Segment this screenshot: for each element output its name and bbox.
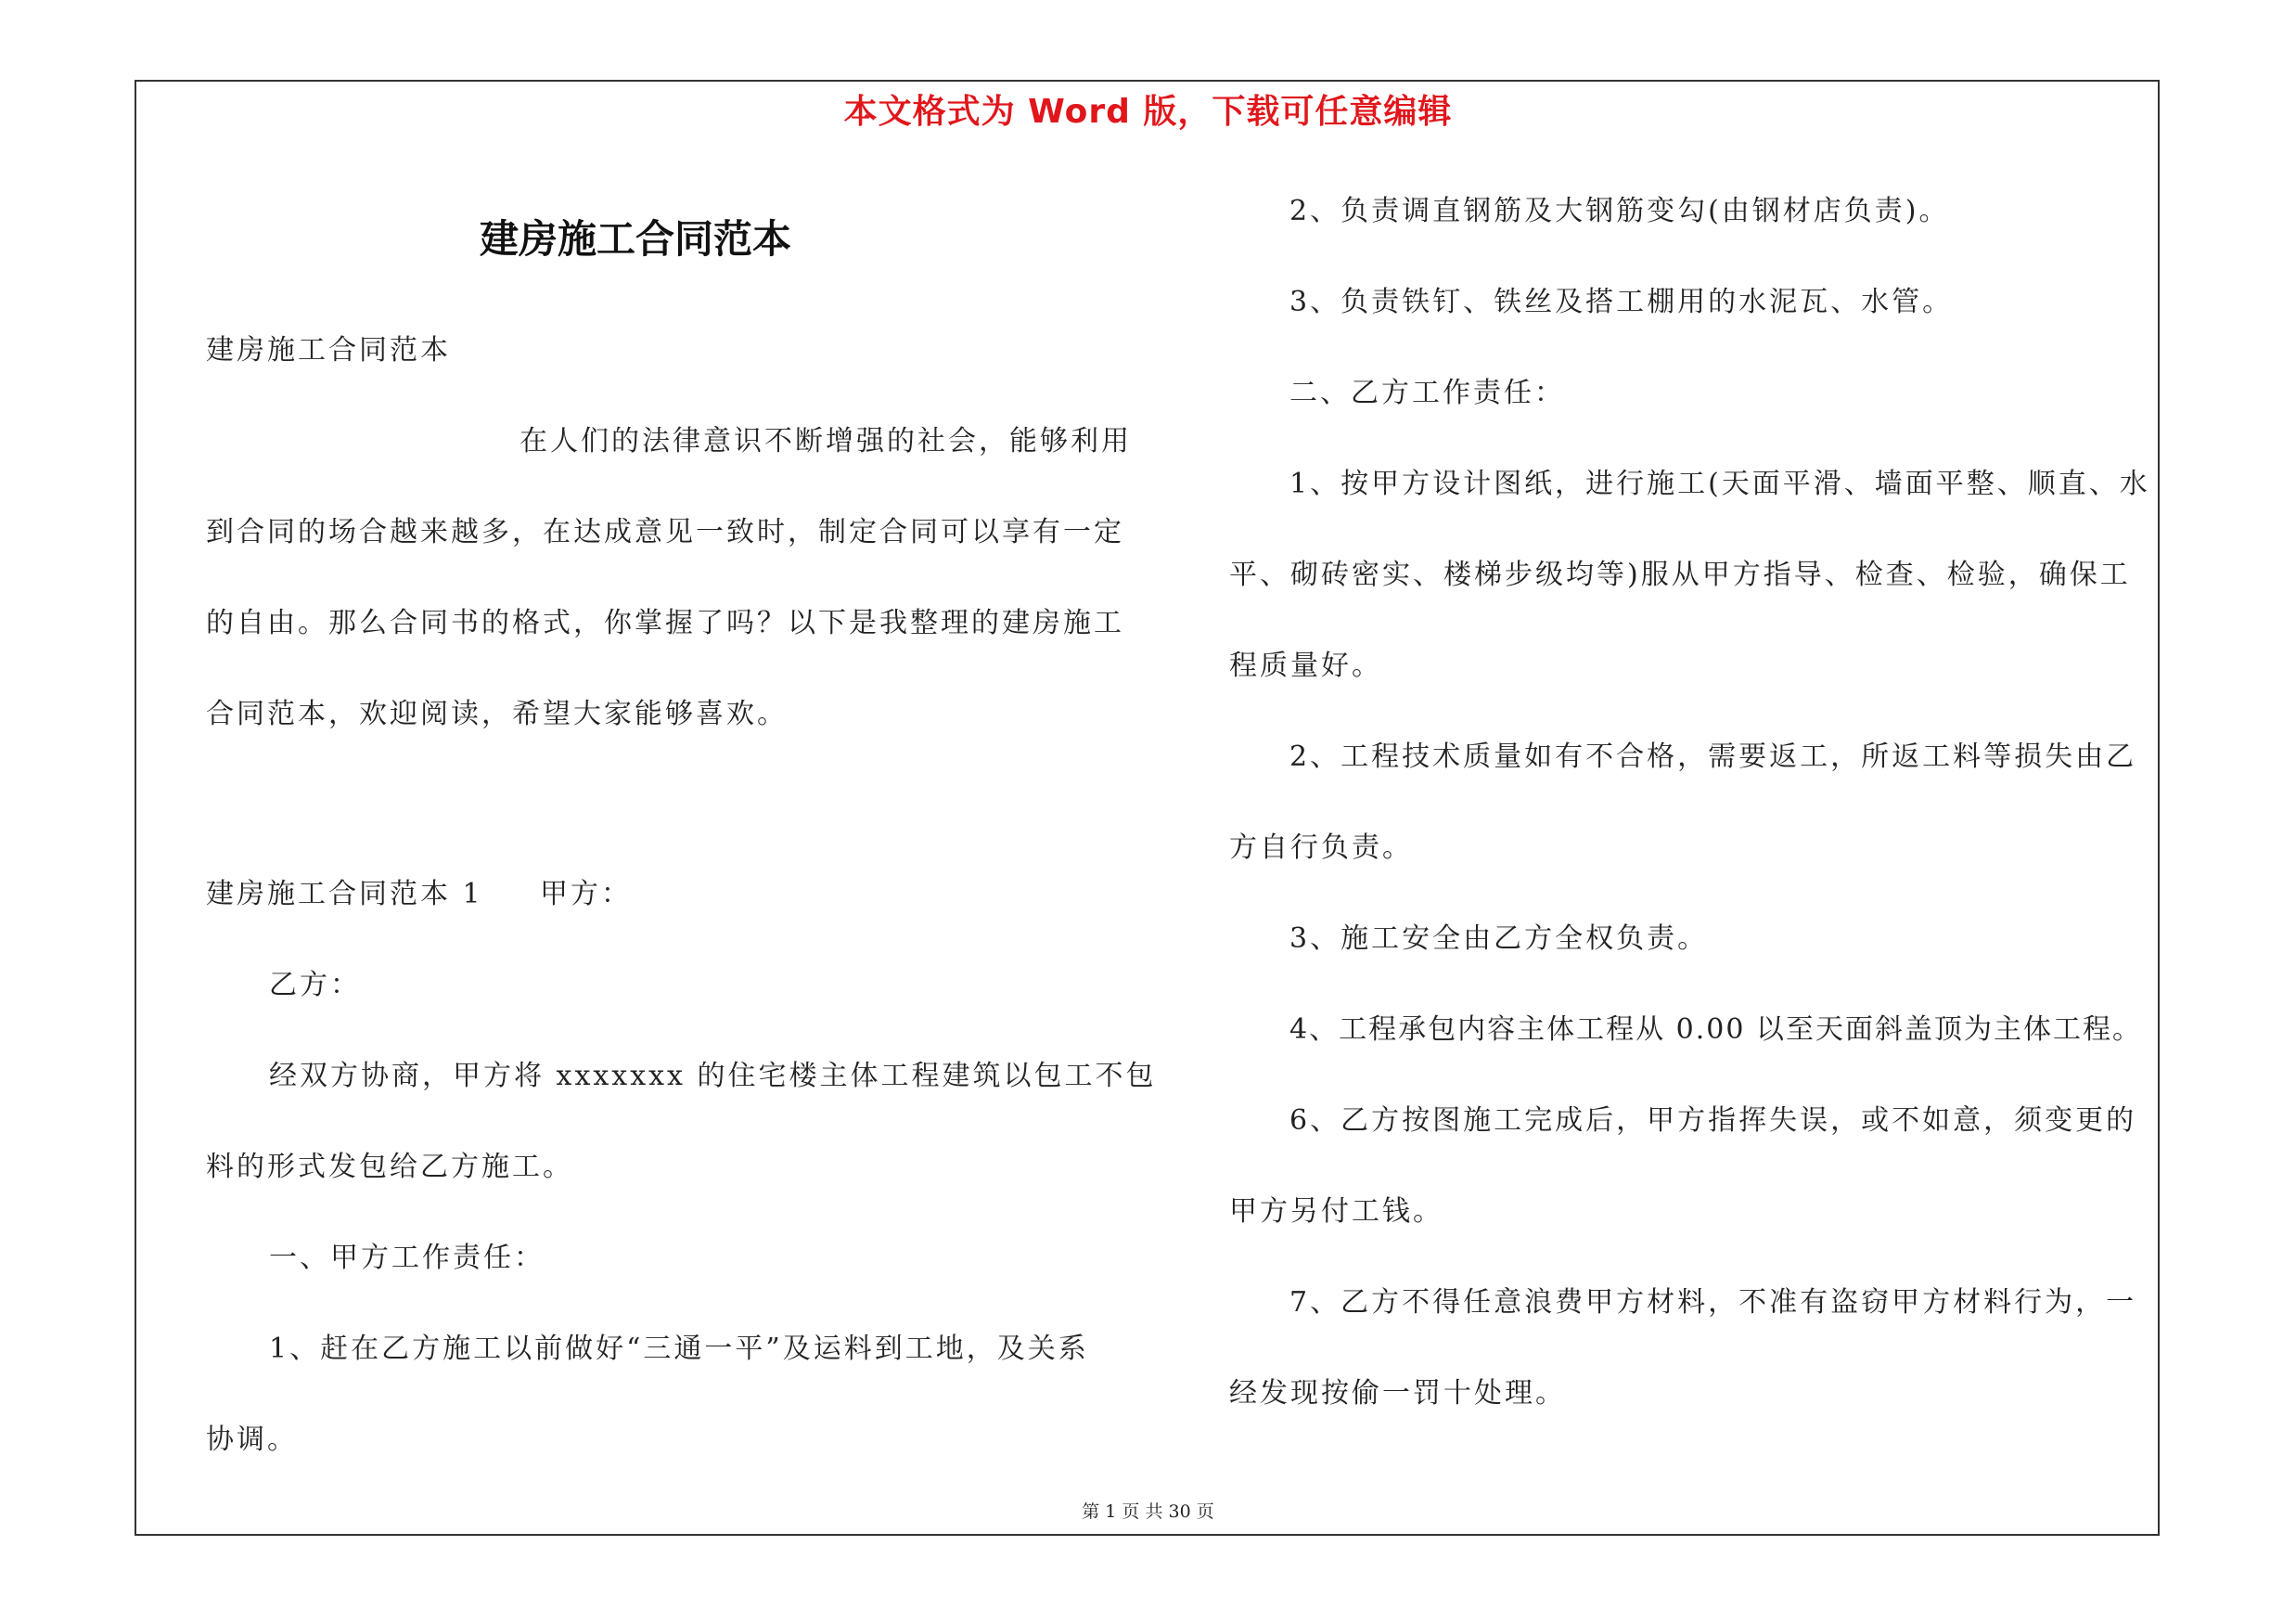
agreement-line-1: 经双方协商，甲方将 xxxxxxx 的住宅楼主体工程建筑以包工不包 [269, 1060, 1157, 1092]
intro-line-2: 到合同的场合越来越多，在达成意见一致时，制定合同可以享有一定 [206, 516, 1124, 548]
duty-b-item6-line-2: 甲方另付工钱。 [1229, 1195, 1443, 1228]
duty-b-item2-line-1: 2、工程技术质量如有不合格，需要返工，所返工料等损失由乙 [1289, 741, 2137, 773]
duty-a-item2: 2、负责调直钢筋及大钢筋变勾(由钢材店负责)。 [1289, 195, 1950, 227]
page-number-footer: 第 1 页 共 30 页 [1082, 1501, 1214, 1522]
intro-line-4: 合同范本，欢迎阅读，希望大家能够喜欢。 [206, 698, 788, 730]
section-heading: 建房施工合同范本 1 [206, 878, 483, 910]
word-format-banner: 本文格式为 Word 版，下载可任意编辑 [843, 93, 1453, 131]
duty-b-item3: 3、施工安全由乙方全权负责。 [1289, 922, 1709, 955]
intro-line-3: 的自由。那么合同书的格式，你掌握了吗？以下是我整理的建房施工 [206, 607, 1124, 639]
intro-line-1: 在人们的法律意识不断增强的社会，能够利用 [519, 425, 1132, 457]
duty-b-heading: 二、乙方工作责任： [1289, 377, 1565, 409]
duty-b-item6-line-1: 6、乙方按图施工完成后，甲方指挥失误，或不如意，须变更的 [1289, 1104, 2137, 1137]
left-subtitle: 建房施工合同范本 [206, 334, 451, 367]
duty-a-item1-line-1: 1、赶在乙方施工以前做好“三通一平”及运料到工地，及关系 [269, 1333, 1089, 1365]
duty-b-item2-line-2: 方自行负责。 [1229, 831, 1413, 864]
duty-b-item7-line-2: 经发现按偷一罚十处理。 [1229, 1377, 1566, 1410]
duty-b-item1-line-2: 平、砌砖密实、楼梯步级均等)服从甲方指导、检查、检验，确保工 [1229, 559, 2131, 591]
duty-b-item4: 4、工程承包内容主体工程从 0.00 以至天面斜盖顶为主体工程。 [1289, 1013, 2142, 1046]
party-a-label: 甲方： [540, 878, 632, 910]
duty-a-item1-line-2: 协调。 [206, 1423, 298, 1456]
agreement-line-2: 料的形式发包给乙方施工。 [206, 1151, 573, 1183]
duty-b-item7-line-1: 7、乙方不得任意浪费甲方材料，不准有盗窃甲方材料行为，一 [1289, 1286, 2137, 1319]
duty-b-item1-line-1: 1、按甲方设计图纸，进行施工(天面平滑、墙面平整、顺直、水 [1289, 468, 2150, 500]
duty-a-heading: 一、甲方工作责任： [269, 1242, 545, 1274]
party-b-label: 乙方： [269, 969, 361, 1001]
duty-b-item1-line-3: 程质量好。 [1229, 650, 1382, 682]
duty-a-item3: 3、负责铁钉、铁丝及搭工棚用的水泥瓦、水管。 [1289, 286, 1954, 318]
document-title: 建房施工合同范本 [479, 216, 791, 262]
